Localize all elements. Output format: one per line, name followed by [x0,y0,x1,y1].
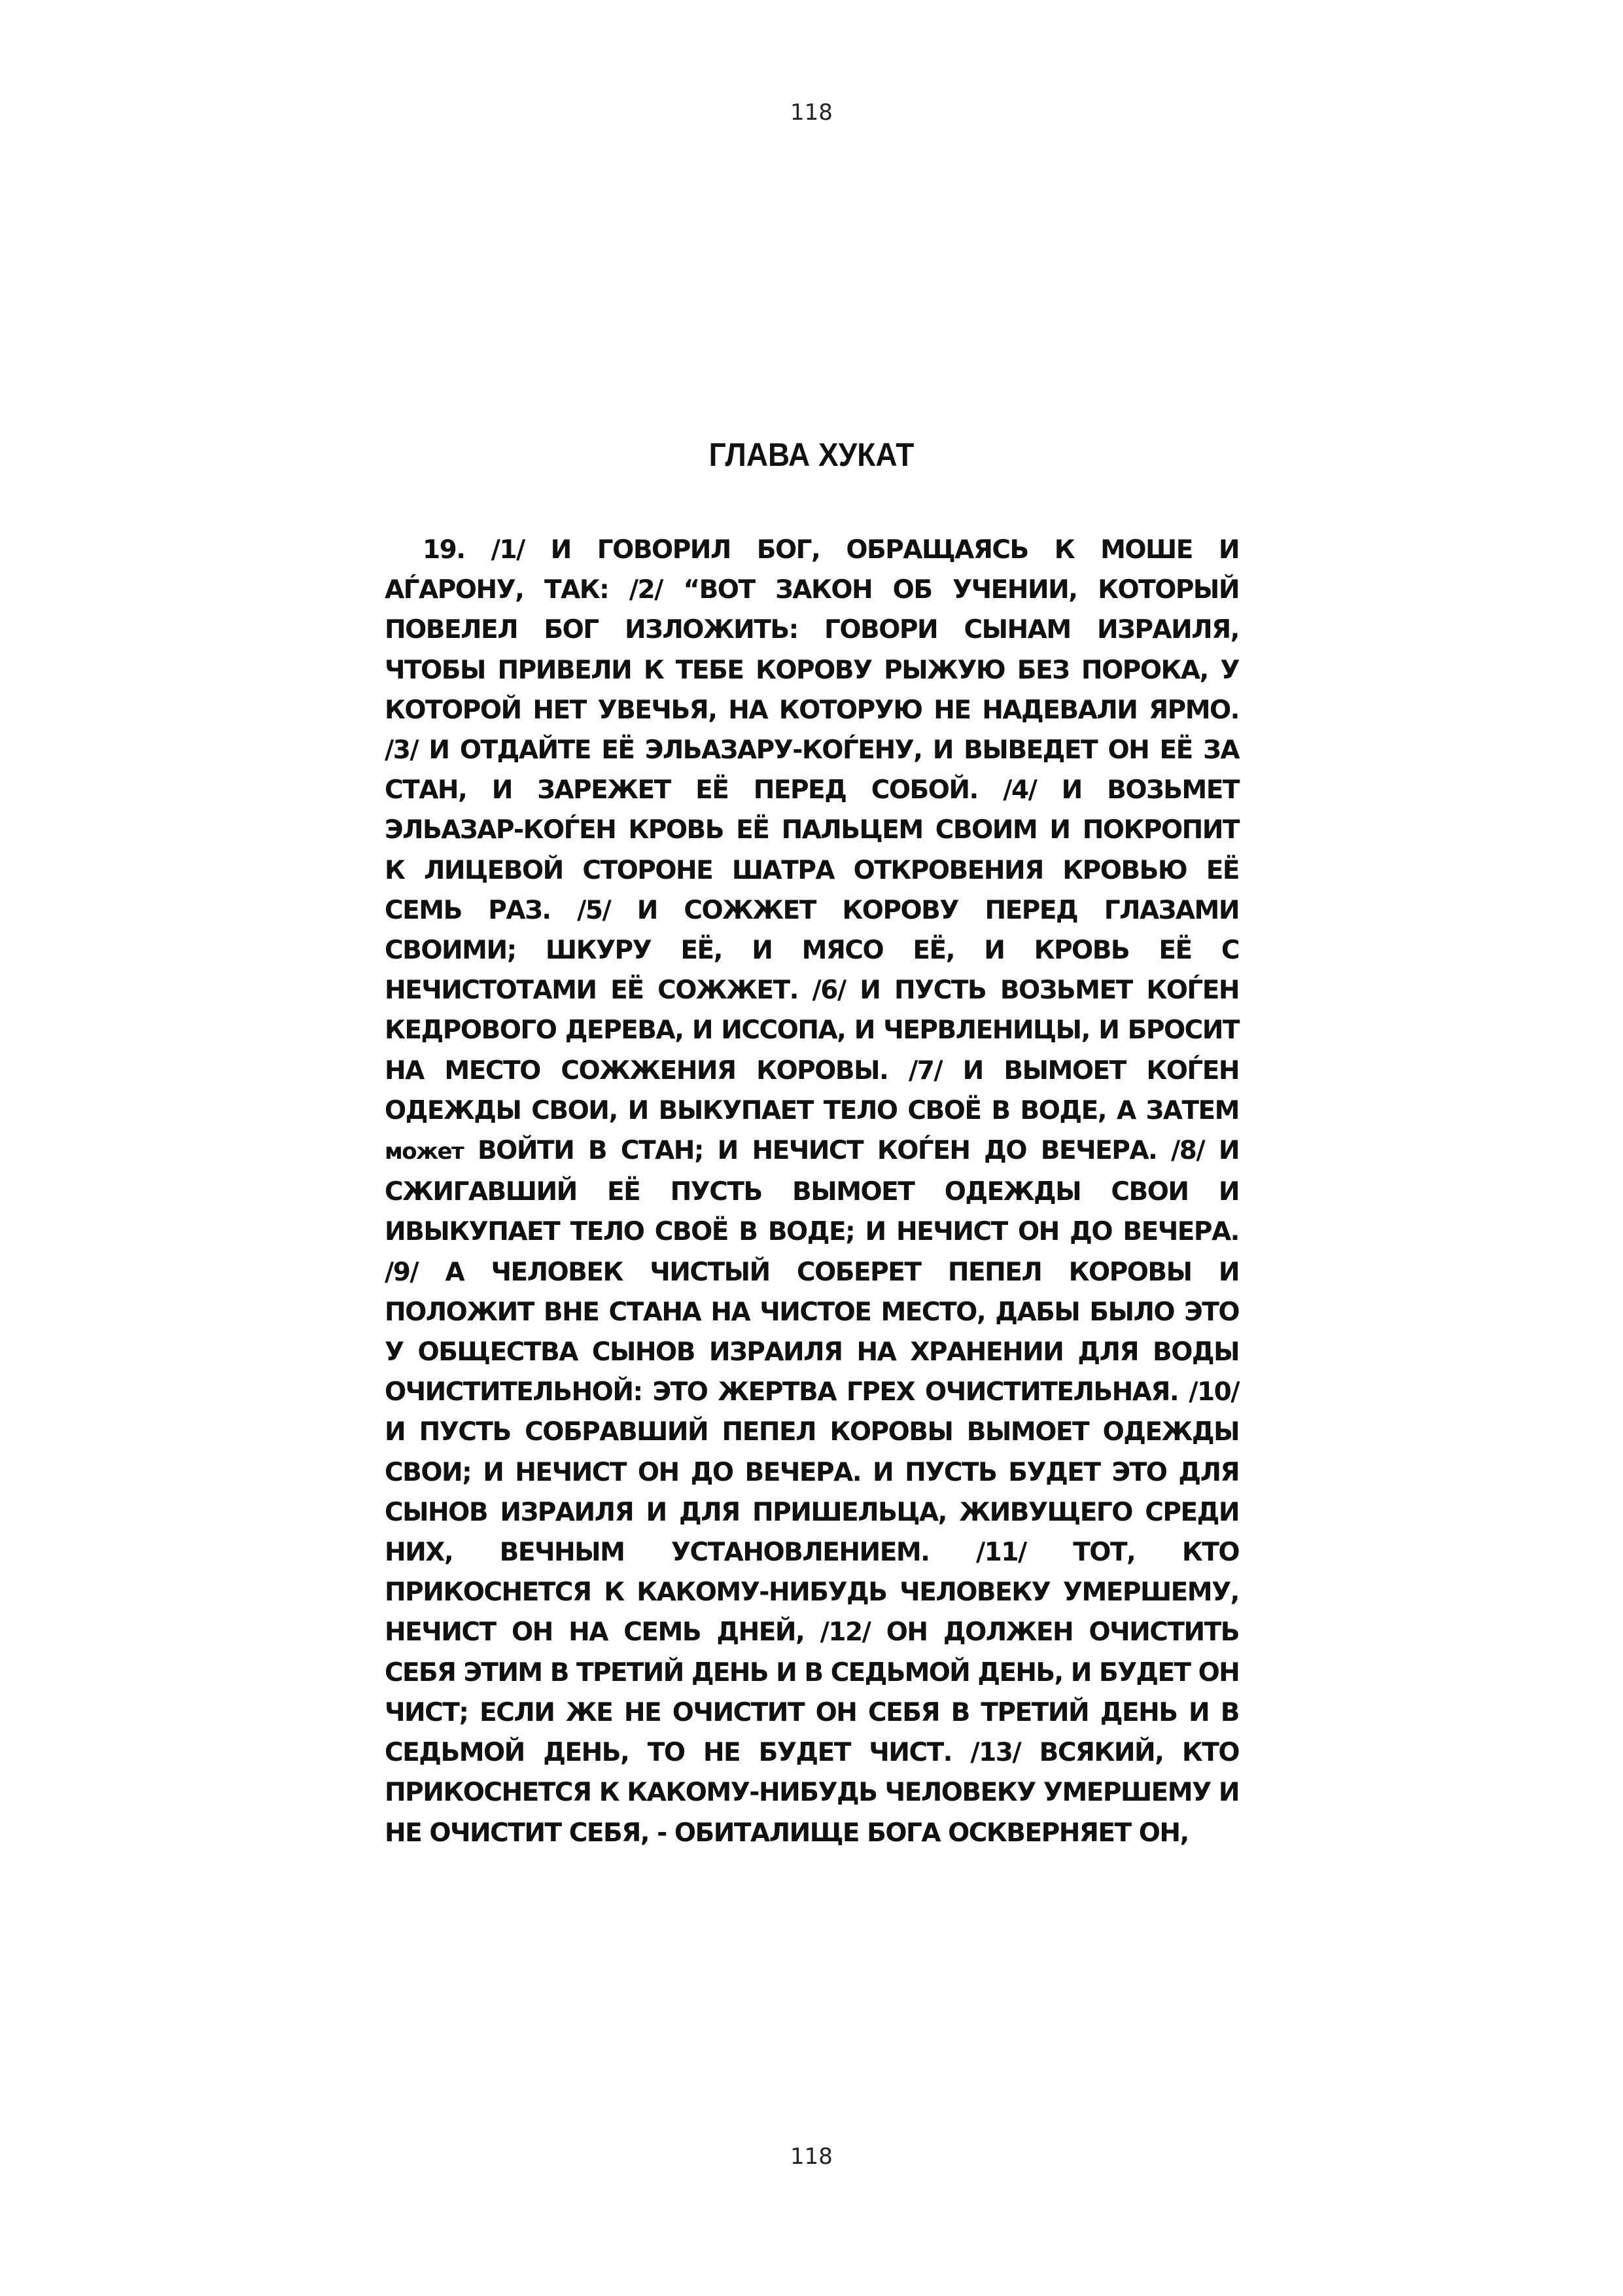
text-line: АЃАРОНУ, ТАК: /2/ “ВОТ ЗАКОН ОБ УЧЕНИИ, КОТОРЫЙ [385,575,1239,605]
prefix-word: может [385,1139,464,1165]
page-number-top: 118 [790,99,833,126]
text-line: КОТОРОЙ НЕТ УВЕЧЬЯ, НА КОТОРУЮ НЕ НАДЕВАЛИ ЯРМО. [385,695,1239,725]
text-line: НЕ ОЧИСТИТ СЕБЯ, - ОБИТАЛИЩЕ БОГА ОСКВЕРНЯЕТ ОН, [385,1818,1189,1848]
text-line: /3/ И ОТДАЙТЕ ЕЁ ЭЛЬАЗАРУ-КОЃЕНУ, И ВЫВЕДЕТ ОН ЕЁ ЗА [385,735,1239,766]
text-line: ЧТОБЫ ПРИВЕЛИ К ТЕБЕ КОРОВУ РЫЖУЮ БЕЗ ПОРОКА, У [385,655,1239,685]
text-line: СВОИМИ; ШКУРУ ЕЁ, И МЯСО ЕЁ, И КРОВЬ ЕЁ С [385,936,1239,966]
text-line: ПОЛОЖИТ ВНЕ СТАНА НА ЧИСТОЕ МЕСТО, ДАБЫ БЫЛО ЭТО [385,1297,1239,1327]
text-line: СЕМЬ РАЗ. /5/ И СОЖЖЕТ КОРОВУ ПЕРЕД ГЛАЗАМИ [385,895,1239,925]
text-line: 19. /1/ И ГОВОРИЛ БОГ, ОБРАЩАЯСЬ К МОШЕ И [423,535,1239,565]
text-line: ОЧИСТИТЕЛЬНОЙ: ЭТО ЖЕРТВА ГРЕХ ОЧИСТИТЕЛЬНАЯ. /10/ [385,1377,1239,1407]
text-line: СЖИГАВШИЙ ЕЁ ПУСТЬ ВЫМОЕТ ОДЕЖДЫ СВОИ И [385,1177,1239,1207]
text-line: ЧИСТ; ЕСЛИ ЖЕ НЕ ОЧИСТИТ ОН СЕБЯ В ТРЕТИЙ ДЕНЬ И В [385,1697,1239,1727]
text-line: ПОВЕЛЕЛ БОГ ИЗЛОЖИТЬ: ГОВОРИ СЫНАМ ИЗРАИЛЯ, [385,615,1239,645]
text-line: ПРИКОСНЕТСЯ К КАКОМУ-НИБУДЬ ЧЕЛОВЕКУ УМЕРШЕМУ, [385,1578,1239,1608]
text-line: СЕДЬМОЙ ДЕНЬ, ТО НЕ БУДЕТ ЧИСТ. /13/ ВСЯКИЙ, КТО [385,1738,1239,1768]
text-line: КЕДРОВОГО ДЕРЕВА, И ИССОПА, И ЧЕРВЛЕНИЦЫ, И БРОСИТ [385,1016,1239,1046]
chapter-body [385,530,1239,1853]
text-line: У ОБЩЕСТВА СЫНОВ ИЗРАИЛЯ НА ХРАНЕНИИ ДЛЯ ВОДЫ [385,1337,1239,1368]
text-line-rest: ВОЙТИ В СТАН; И НЕЧИСТ КОЃЕН ДО ВЕЧЕРА. /8/ И [477,1136,1240,1166]
text-line: СЫНОВ ИЗРАИЛЯ И ДЛЯ ПРИШЕЛЬЦА, ЖИВУЩЕГО СРЕДИ [385,1497,1239,1527]
text-line: НИХ, ВЕЧНЫМ УСТАНОВЛЕНИЕМ. /11/ ТОТ, КТО [385,1538,1239,1568]
text-line: ИВЫКУПАЕТ ТЕЛО СВОЁ В ВОДЕ; И НЕЧИСТ ОН ДО ВЕЧЕРА. [385,1217,1239,1247]
text-line-with-prefix [385,1131,1239,1172]
text-line: И ПУСТЬ СОБРАВШИЙ ПЕПЕЛ КОРОВЫ ВЫМОЕТ ОДЕЖДЫ [385,1417,1239,1447]
page-number-bottom: 118 [790,2144,833,2170]
text-line: СТАН, И ЗАРЕЖЕТ ЕЁ ПЕРЕД СОБОЙ. /4/ И ВОЗЬМЕТ [385,775,1239,805]
chapter-title: ГЛАВА ХУКАТ [708,436,915,473]
text-line: СВОИ; И НЕЧИСТ ОН ДО ВЕЧЕРА. И ПУСТЬ БУДЕТ ЭТО ДЛЯ [385,1457,1239,1487]
text-line: /9/ А ЧЕЛОВЕК ЧИСТЫЙ СОБЕРЕТ ПЕПЕЛ КОРОВЫ И [385,1257,1239,1287]
text-line: ОДЕЖДЫ СВОИ, И ВЫКУПАЕТ ТЕЛО СВОЁ В ВОДЕ, А ЗАТЕМ [385,1095,1239,1125]
text-line: НЕЧИСТОТАМИ ЕЁ СОЖЖЕТ. /6/ И ПУСТЬ ВОЗЬМЕТ КОЃЕН [385,976,1239,1006]
text-line: НЕЧИСТ ОН НА СЕМЬ ДНЕЙ, /12/ ОН ДОЛЖЕН ОЧИСТИТЬ [385,1617,1239,1648]
text-line: ЭЛЬАЗАР-КОЃЕН КРОВЬ ЕЁ ПАЛЬЦЕМ СВОИМ И ПОКРОПИТ [385,815,1239,845]
text-line: СЕБЯ ЭТИМ В ТРЕТИЙ ДЕНЬ И В СЕДЬМОЙ ДЕНЬ, И БУДЕТ ОН [385,1657,1239,1687]
text-line: ПРИКОСНЕТСЯ К КАКОМУ-НИБУДЬ ЧЕЛОВЕКУ УМЕРШЕМУ И [385,1778,1239,1808]
text-line: НА МЕСТО СОЖЖЕНИЯ КОРОВЫ. /7/ И ВЫМОЕТ КОЃЕН [385,1055,1239,1086]
text-line: К ЛИЦЕВОЙ СТОРОНЕ ШАТРА ОТКРОВЕНИЯ КРОВЬЮ ЕЁ [385,855,1239,885]
